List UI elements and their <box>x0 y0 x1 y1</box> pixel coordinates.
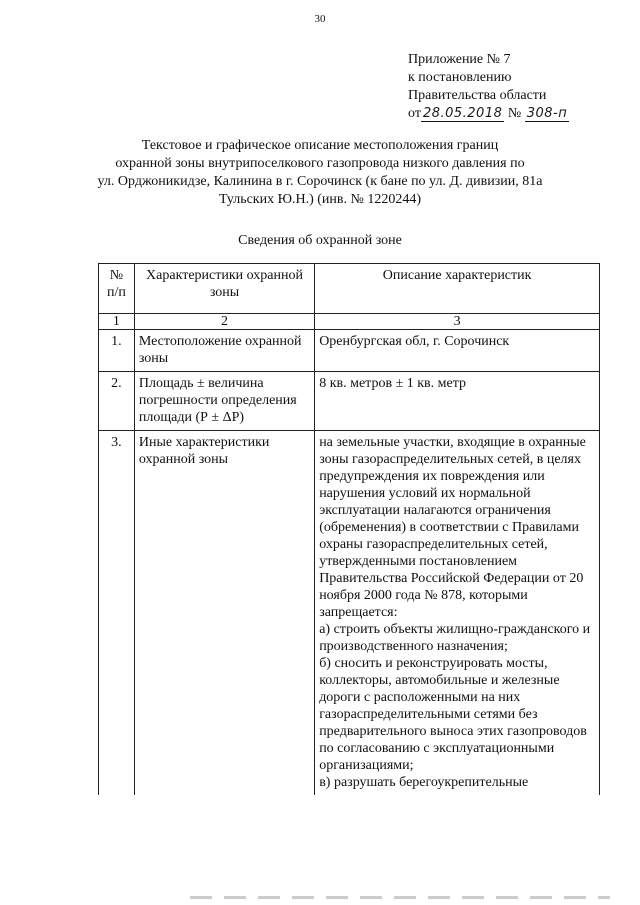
row-number: 3. <box>99 431 135 796</box>
row-description <box>315 330 600 372</box>
header-cell-characteristic: Характеристики охранной зоны <box>134 264 314 314</box>
title-line: Тульских Ю.Н.) (инв. № 1220244) <box>218 192 422 207</box>
table-row <box>99 330 600 372</box>
description-paragraph: на земельные участки, входящие в охранные зоны газораспределительных сетей, в целях предупреждения их повреждения или нарушения условий их нормальной эксплуатации налагаются ограничения (обременения) в соответствии с Правилами охраны газораспределительных сетей, утвержденными постановлением Правительства Российской Федерации от 20 ноября 2000 года № 878, которыми запрещается: <box>319 435 586 620</box>
section-subtitle: Сведения об охранной зоне <box>238 233 402 248</box>
appendix-line: к постановлению <box>408 70 512 85</box>
appendix-block <box>408 51 569 123</box>
row-description <box>315 372 600 431</box>
title-line: охранной зоны внутрипоселкового газопровода низкого давления по <box>115 156 525 171</box>
handwritten-date: 28.05.2018 <box>422 106 503 121</box>
row-description <box>315 431 600 796</box>
column-number: 3 <box>315 314 600 330</box>
row-characteristic: Площадь ± величина погрешности определения площади (Р ± ΔР) <box>134 372 314 431</box>
table-header-row <box>99 264 600 314</box>
column-number: 2 <box>134 314 314 330</box>
cropped-next-line <box>190 896 610 899</box>
description-paragraph: а) строить объекты жилищно-гражданского и производственного назначения; <box>319 622 591 654</box>
column-number: 1 <box>99 314 135 330</box>
row-characteristic: Местоположение охранной зоны <box>134 330 314 372</box>
appendix-line: Приложение № 7 <box>408 52 511 67</box>
description-paragraph: в) разрушать берегоукрепительные <box>319 775 529 790</box>
protection-zone-table <box>98 263 600 795</box>
handwritten-number: 308-п <box>526 106 568 121</box>
row-number: 2. <box>99 372 135 431</box>
title-line: Текстовое и графическое описание местоположения границ <box>141 138 499 153</box>
row-characteristic: Иные характеристики охранной зоны <box>134 431 314 796</box>
description-paragraph: 8 кв. метров ± 1 кв. метр <box>319 376 467 391</box>
table-row <box>99 372 600 431</box>
date-prefix: от <box>408 106 421 121</box>
row-number: 1. <box>99 330 135 372</box>
description-paragraph: Оренбургская обл, г. Сорочинск <box>319 334 510 349</box>
document-title <box>90 137 550 209</box>
header-cell-number: № п/п <box>99 264 135 314</box>
header-cell-description: Описание характеристик <box>315 264 600 314</box>
number-prefix: № <box>507 106 522 121</box>
page-number: 30 <box>314 13 326 25</box>
appendix-line: Правительства области <box>408 88 547 103</box>
appendix-date-line <box>408 105 569 123</box>
table-row <box>99 431 600 796</box>
description-paragraph: б) сносить и реконструировать мосты, коллекторы, автомобильные и железные дороги с расположенными на них газораспределительными сетями без предварительного выноса этих газопроводов по согласованию с эксплуатационными организациями; <box>319 656 587 773</box>
column-number-row <box>99 314 600 330</box>
title-line: ул. Орджоникидзе, Калинина в г. Сорочинск (к бане по ул. Д. дивизии, 81а <box>97 174 543 189</box>
